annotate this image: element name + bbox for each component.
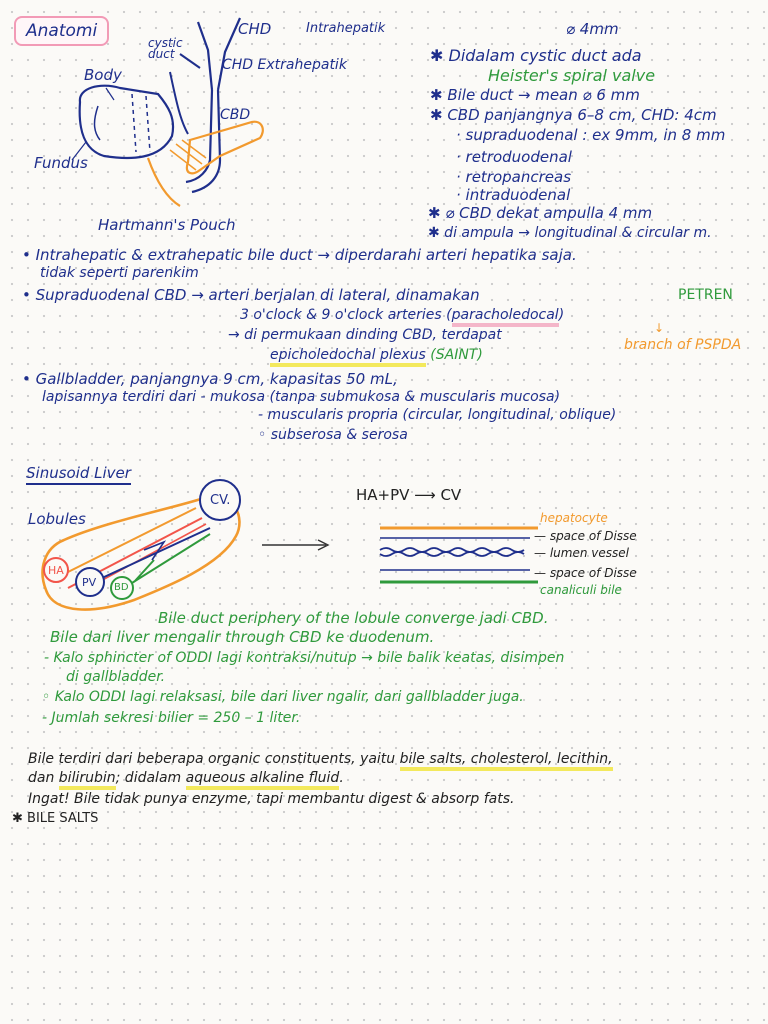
label-fundus: Fundus bbox=[34, 154, 88, 172]
note-right-7: · retropancreas bbox=[456, 168, 572, 186]
bottom-line-1: Bile terdiri dari beberapa organic constituents, yaitu bile salts, cholesterol, lecithin, bbox=[28, 752, 613, 766]
green-note-5: - Jumlah sekresi bilier = 250 – 1 liter. bbox=[42, 710, 301, 726]
green-note-0: Bile duct periphery of the lobule converge jadi CBD. bbox=[158, 609, 549, 627]
bullet-3-line-2: lapisannya terdiri dari - mukosa (tanpa submukosa & muscularis mucosa) bbox=[42, 389, 561, 405]
note-right-8: · intraduodenal bbox=[456, 186, 571, 204]
note-right-2: Heister's spiral valve bbox=[488, 66, 656, 85]
sinusoid-layers-diagram bbox=[380, 524, 540, 594]
label-intrahepatik: Intrahepatik bbox=[306, 21, 386, 36]
note-right-10: ✱ di ampula → longitudinal & circular m. bbox=[428, 225, 712, 241]
ha-label: HA bbox=[48, 564, 64, 577]
note-right-1: ✱ Didalam cystic duct ada bbox=[430, 46, 642, 65]
label-chd-extra: CHD Extrahepatik bbox=[222, 57, 347, 73]
label-hartmann-pouch: Hartmann's Pouch bbox=[98, 216, 236, 234]
lobules-label: Lobules bbox=[28, 510, 86, 528]
note-right-3: ✱ Bile duct → mean ⌀ 6 mm bbox=[430, 86, 640, 104]
bd-label: BD bbox=[114, 582, 129, 593]
bullet-2-line-2: 3 o'clock & 9 o'clock arteries (paracholedocal) bbox=[240, 308, 564, 322]
layer-lumen-vessel: — lumen vessel bbox=[534, 546, 629, 560]
note-right-6: · retroduodenal bbox=[456, 148, 572, 166]
arrow-icon bbox=[260, 538, 340, 552]
note-right-4: ✱ CBD panjangnya 6–8 cm, CHD: 4cm bbox=[430, 106, 717, 124]
branch-arrow: ↓ bbox=[654, 321, 665, 335]
bullet-2-line-3: → di permukaan dinding CBD, terdapat bbox=[228, 327, 502, 343]
green-note-3: di gallbladder. bbox=[66, 669, 166, 685]
bullet-3-line-1: • Gallbladder, panjangnya 9 cm, kapasitas 50 mL, bbox=[22, 370, 398, 388]
bottom-line-4: ✱ BILE SALTS bbox=[12, 811, 99, 826]
epicholedochal-plexus: epicholedochal plexus (SAINT) bbox=[270, 348, 483, 362]
label-chd-intra: CHD bbox=[238, 20, 272, 38]
layer-canaliculi-bile: canaliculi bile bbox=[540, 583, 622, 597]
layer-hepatocyte: hepatocyte bbox=[540, 511, 608, 525]
note-right-9: ✱ ⌀ CBD dekat ampulla 4 mm bbox=[428, 204, 653, 222]
bilirubin-highlight: bilirubin bbox=[59, 770, 116, 790]
bullet-1-line-2: tidak seperti parenkim bbox=[40, 265, 199, 281]
pv-label: PV bbox=[82, 576, 97, 589]
saint-label: (SAINT) bbox=[430, 347, 483, 363]
bullet-3-line-3: - muscularis propria (circular, longitudinal, oblique) bbox=[258, 407, 617, 423]
petren-label: PETREN bbox=[678, 287, 733, 303]
bottom-line-2: dan bilirubin; didalam aqueous alkaline fluid. bbox=[28, 771, 344, 785]
note-right-5: · supraduodenal : ex 9mm, in 8 mm bbox=[456, 126, 726, 144]
bullet-3-line-4: ◦ subserosa & serosa bbox=[258, 427, 408, 443]
layer-space-of-disse-2: — space of Disse bbox=[534, 566, 637, 580]
green-note-1: Bile dari liver mengalir through CBD ke duodenum. bbox=[50, 628, 435, 646]
note-right-0: ⌀ 4mm bbox=[566, 20, 619, 38]
bullet-2-line-1: • Supraduodenal CBD → arteri berjalan di lateral, dinamakan bbox=[22, 286, 480, 304]
liver-lobule-diagram bbox=[24, 478, 284, 618]
layer-space-of-disse-1: — space of Disse bbox=[534, 529, 637, 543]
anatomy-heading: Anatomi bbox=[26, 21, 98, 41]
branch-of-pspda: branch of PSPDA bbox=[624, 337, 742, 353]
paracholedocal-term: paracholedocal bbox=[452, 307, 559, 327]
label-cystic-duct: cystic duct bbox=[148, 36, 183, 62]
aqueous-fluid-highlight: aqueous alkaline fluid bbox=[186, 770, 340, 790]
cv-label: CV. bbox=[210, 493, 231, 508]
label-cbd: CBD bbox=[220, 107, 251, 123]
sinusoid-heading: Sinusoid Liver bbox=[26, 466, 131, 485]
bullet-1-line-1: • Intrahepatic & extrahepatic bile duct → diperdarahi arteri hepatika saja. bbox=[22, 246, 577, 264]
green-note-4: ◦ Kalo ODDI lagi relaksasi, bile dari liver ngalir, dari gallbladder juga. bbox=[42, 689, 524, 705]
label-body: Body bbox=[84, 66, 122, 84]
flow-label: HA+PV ⟶ CV bbox=[356, 486, 462, 504]
bottom-line-3: Ingat! Bile tidak punya enzyme, tapi membantu digest & absorp fats. bbox=[28, 791, 515, 807]
bile-constituents-highlight: bile salts, cholesterol, lecithin, bbox=[400, 751, 613, 771]
green-note-2: - Kalo sphincter of ODDI lagi kontraksi/nutup → bile balik keatas, disimpen bbox=[44, 650, 565, 666]
